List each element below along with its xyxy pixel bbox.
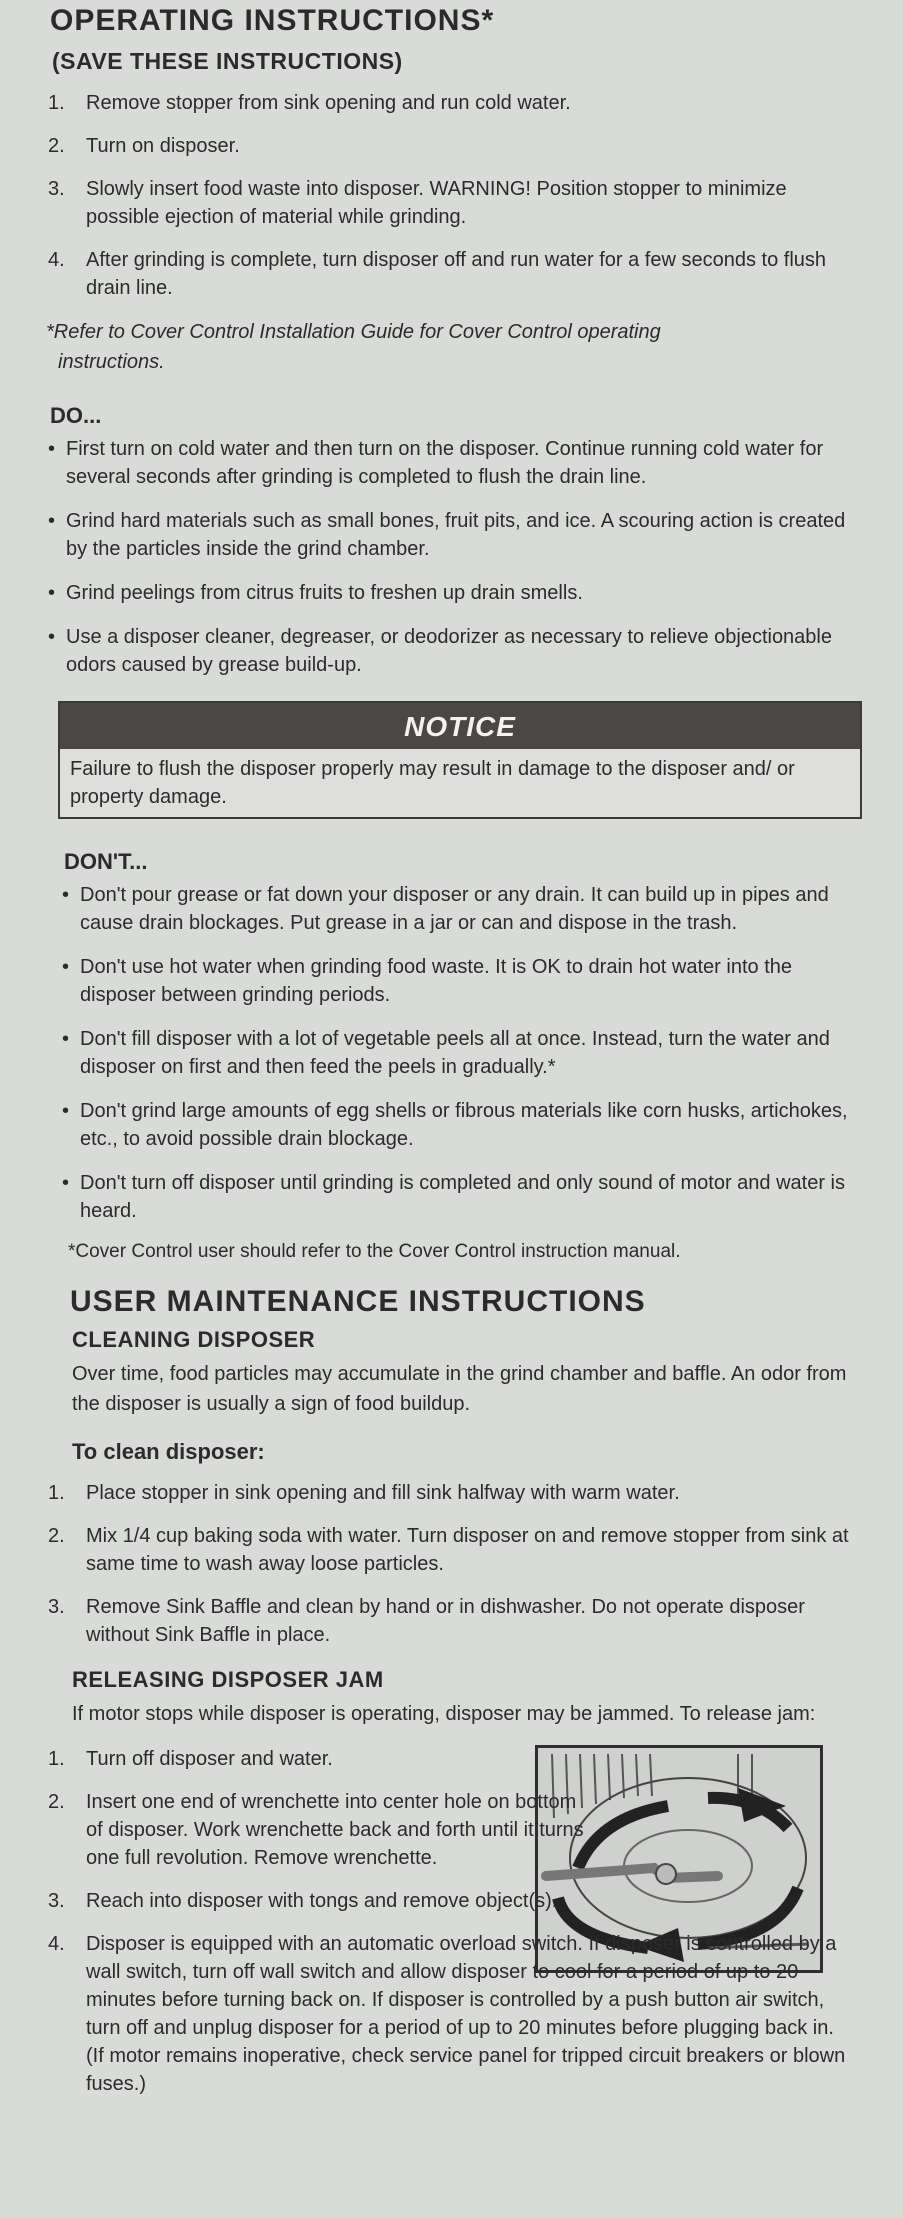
jam-step: 4. Disposer is equipped with an automatic overload switch. If disposer is controlled by a wall switch, turn off wall switch and allow disposer to cool for a period of up to 20 minutes before turning back on. If disposer is controlled by a push button air switch, turn off and unplug disposer for a period of up to 20 minutes before plugging back in. (If motor remains inoperative, check service panel for tripped circuit breakers or blown fuses.) [48, 1933, 846, 2095]
notice-body: Failure to flush the disposer properly may result in damage to the disposer and/ or property damage. [70, 758, 795, 808]
operating-step: 3. Slowly insert food waste into disposer. WARNING! Position stopper to minimize possible ejection of material while grinding. [48, 178, 787, 228]
jam-heading: RELEASING DISPOSER JAM [72, 1667, 384, 1692]
dont-section [60, 849, 863, 1225]
jam-section [46, 1745, 863, 2098]
cover-control-note: *Cover Control user should refer to the Cover Control instruction manual. [68, 1241, 681, 1262]
dont-item: • Don't grind large amounts of egg shells or fibrous materials like corn husks, artichokes, etc., to avoid possible drain blockage. [60, 1097, 863, 1153]
operating-step: 2. Turn on disposer. [48, 135, 240, 157]
jam-step: 3. Reach into disposer with tongs and remove object(s). [48, 1890, 558, 1912]
clean-step: 1. Place stopper in sink opening and fill sink halfway with warm water. [48, 1482, 680, 1504]
maintenance-title: USER MAINTENANCE INSTRUCTIONS [70, 1285, 646, 1318]
clean-step: 3. Remove Sink Baffle and clean by hand or in dishwasher. Do not operate disposer without Sink Baffle in place. [48, 1596, 805, 1646]
dont-item: • Don't pour grease or fat down your disposer or any drain. It can build up in pipes and cause drain blockages. Put grease in a jar or can and dispose in the trash. [60, 881, 863, 937]
dont-item: • Don't use hot water when grinding food waste. It is OK to drain hot water into the disposer between grinding periods. [60, 953, 863, 1009]
notice-box [58, 701, 862, 819]
operating-instructions-title: OPERATING INSTRUCTIONS* [50, 4, 495, 37]
to-clean-heading: To clean disposer: [72, 1439, 265, 1464]
operating-step: 1. Remove stopper from sink opening and run cold water. [48, 92, 571, 114]
do-item: • Use a disposer cleaner, degreaser, or deodorizer as necessary to relieve objectionable odors caused by grease build-up. [46, 623, 863, 679]
cleaning-text: Over time, food particles may accumulate in the grind chamber and baffle. An odor from the disposer is usually a sign of food buildup. [72, 1363, 847, 1415]
jam-step: 1. Turn off disposer and water. [48, 1748, 333, 1770]
dont-list [60, 881, 863, 1225]
operating-step: 4. After grinding is complete, turn disposer off and run water for a few seconds to flush drain line. [48, 249, 827, 299]
clean-step: 2. Mix 1/4 cup baking soda with water. Turn disposer on and remove stopper from sink at same time to wash away loose particles. [48, 1525, 849, 1575]
dont-item: • Don't fill disposer with a lot of vegetable peels all at once. Instead, turn the water and disposer on first and then feed the peels in gradually.* [60, 1025, 863, 1081]
cleaning-heading: CLEANING DISPOSER [72, 1327, 316, 1352]
instruction-page [0, 4, 903, 2218]
save-instructions-subtitle: (SAVE THESE INSTRUCTIONS) [52, 48, 403, 74]
jam-text: If motor stops while disposer is operating, disposer may be jammed. To release jam: [72, 1703, 816, 1725]
dont-heading: DON'T... [64, 849, 148, 874]
do-heading: DO... [50, 403, 102, 428]
clean-steps [46, 1479, 863, 1649]
do-item: • Grind hard materials such as small bones, fruit pits, and ice. A scouring action is created by the particles inside the grind chamber. [46, 507, 863, 563]
do-item: • First turn on cold water and then turn on the disposer. Continue running cold water for several seconds after grinding is completed to flush the drain line. [46, 435, 863, 491]
dont-item: • Don't turn off disposer until grinding is completed and only sound of motor and water is heard. [60, 1169, 863, 1225]
cover-control-footnote: *Refer to Cover Control Installation Guide for Cover Control operating instructions. [46, 321, 661, 373]
notice-heading: NOTICE [60, 703, 860, 749]
do-item: • Grind peelings from citrus fruits to freshen up drain smells. [46, 579, 863, 607]
jam-step: 2. Insert one end of wrenchette into center hole on bottom of disposer. Work wrenchette back and forth until it turns one full revolution. Remove wrenchette. [48, 1791, 584, 1869]
do-list [46, 435, 863, 679]
operating-steps [46, 89, 863, 302]
